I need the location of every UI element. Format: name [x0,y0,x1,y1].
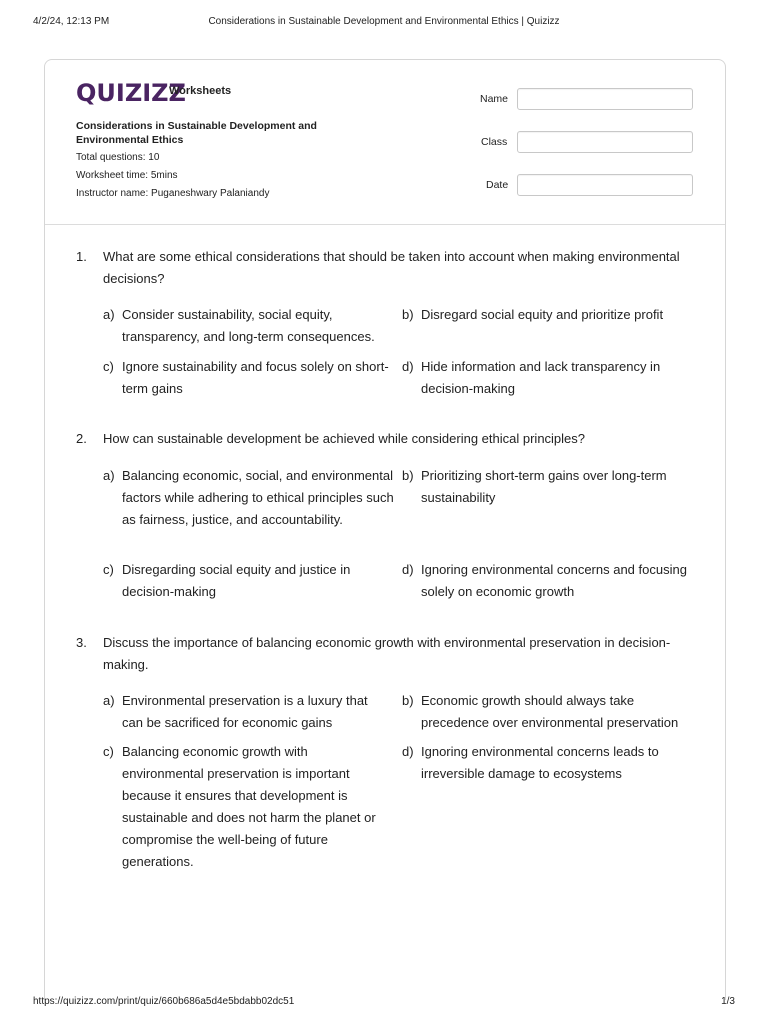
page-number: 1/3 [721,996,735,1007]
question-text: How can sustainable development be achieved while considering ethical principles? [103,431,586,446]
name-field[interactable] [517,88,693,110]
question-text: Discuss the importance of balancing economic growth with environmental preservation in decision-making. [103,635,671,672]
worksheet-header [45,60,725,225]
question-number: 2. [76,431,87,446]
quizizz-logo: QUIZIZZ [76,79,186,107]
total-questions: Total questions: 10 [76,152,160,163]
question-number: 1. [76,249,87,264]
class-field[interactable] [517,131,693,153]
print-url: https://quizizz.com/print/quiz/660b686a5d4e5bdabb02dc51 [33,996,295,1007]
worksheet-card: QUIZIZZ Worksheets Considerations in Sustainable Development and Environmental Ethics Total questions: 10 Worksheet time: 5mins Instructor name: Puganeshwary Palaniandy Name Class Date 1. What are some ethical considerations that should be taken into account when making environmental decisions? a) Consider sustainability, social equity, transparency, and long-term consequences. b) Disregard social equity and prioritize profit c) Ignore sustainability and focus solely on short-term gains d) Hide information and lack transparency in decision-making 2. How can sustainable development be achieved while considering ethical principles? a) Balancing economic, social, and environmental factors while adhering to ethical principles such as fairness, justice, and accountability. b) Prioritizing short-term gains over long-term sustainability c) Disregarding social equity and justice in decision-making d) Ignoring environmental concerns and focusing solely on economic growth 3. Discuss the importance of balancing economic growth with environmental preservation in decision-making. a) Environmental preservation is a luxury that can be sacrificed for economic gains b) Economic growth should always take precedence over environmental preservation c) Balancing economic growth with environmental preservation is important because it ensures that development is sustainable and does not harm the planet or compromise the well-being of future generations. d) Ignoring environmental concerns leads to irreversible damage to ecosystems [44,59,726,1000]
question-number: 3. [76,635,87,650]
print-datetime: 4/2/24, 12:13 PM [33,16,110,27]
date-field[interactable] [517,174,693,196]
print-footer [33,996,735,1010]
print-title: Considerations in Sustainable Development and Environmental Ethics | Quizizz [208,16,560,27]
question-text: What are some ethical considerations that should be taken into account when making environmental decisions? [103,249,680,286]
name-label: Name [480,93,509,105]
worksheet-time: Worksheet time: 5mins [76,170,178,181]
worksheets-label: Worksheets [169,85,232,97]
print-header [33,16,735,30]
worksheet-title: Considerations in Sustainable Development and Environmental Ethics [76,120,317,146]
class-label: Class [481,136,508,148]
instructor-name: Instructor name: Puganeshwary Palaniandy [76,188,270,199]
date-label: Date [486,179,509,191]
